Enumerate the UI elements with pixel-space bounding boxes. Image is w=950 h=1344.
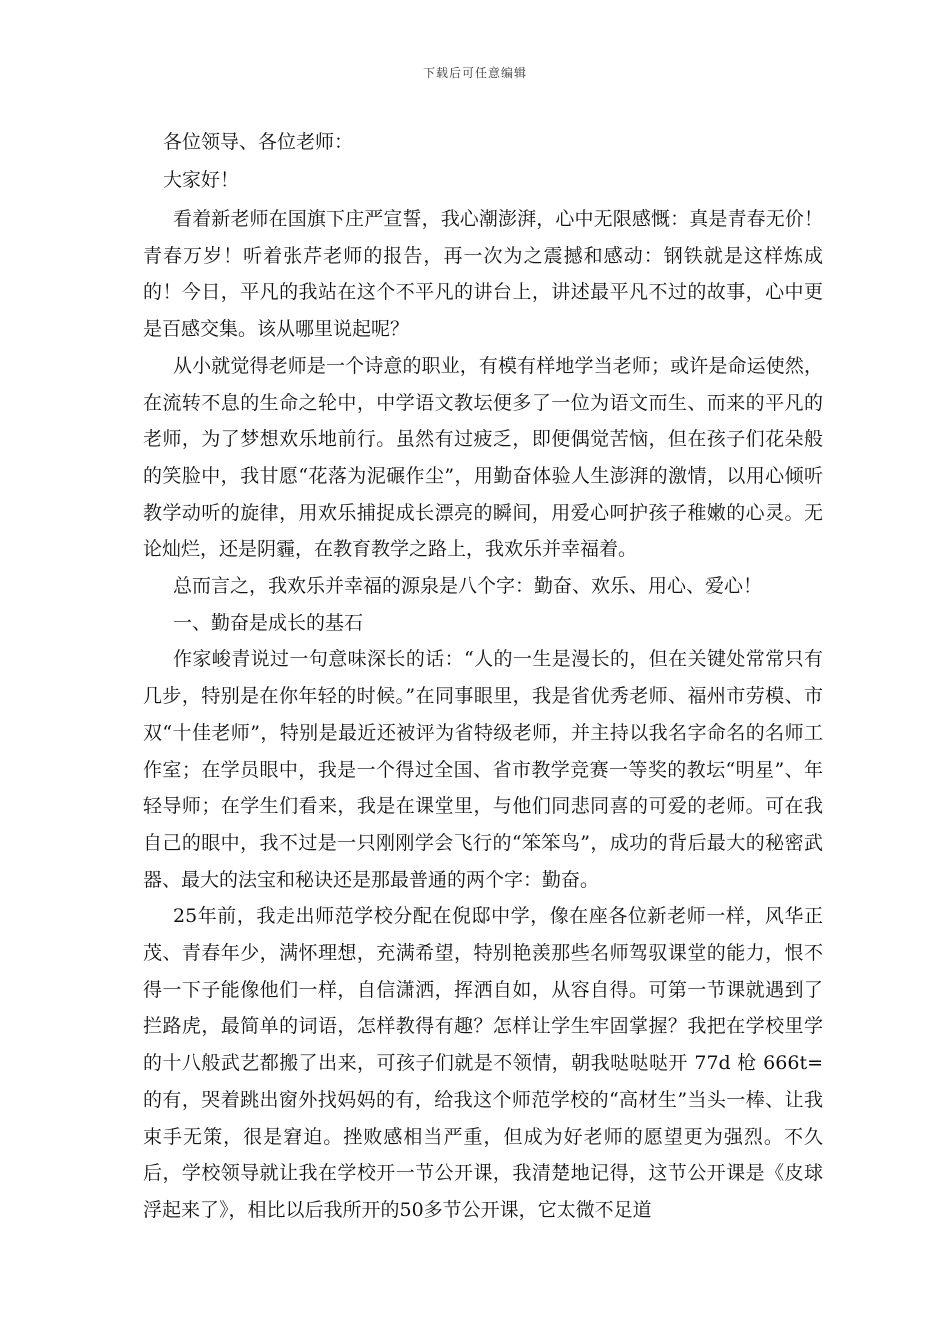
document-body (143, 123, 823, 1229)
paragraph-summary: 总而言之，我欢乐并幸福的源泉是八个字：勤奋、欢乐、用心、爱心！ (173, 575, 763, 598)
section-heading: 一、勤奋是成长的基石 (173, 611, 364, 634)
salutation: 各位领导、各位老师： (163, 131, 354, 153)
paragraph-first-lesson: 25年前，我走出师范学校分配在倪邸中学，像在座各位新老师一样，风华正茂、青春年少，满怀理想，充满希望，特别艳羡那些名师驾驭课堂的能力，恨不得一下子能像他们一样，自信潇洒，挥洒自如，从容自得。可第一节课就遇到了拦路虎，最简单的词语，怎样教得有趣？怎样让学生牢固掌握？我把在学校里学的十八般武艺都搬了出来，可孩子们就是不领情，朝我哒哒哒开 77d 枪 666t=的有，哭着跳出窗外找妈妈的有，给我这个师范学校的“高材生”当头一棒、让我束手无策，很是窘迫。挫败感相当严重，但成为好老师的愿望更为强烈。不久后，学校领导就让我在学校开一节公开课，我清楚地记得，这节公开课是《皮球浮起来了》，相比以后我所开的50多节公开课，它太微不足道 (143, 905, 823, 1221)
paragraph-intro: 看着新老师在国旗下庄严宣誓，我心潮澎湃，心中无限感慨：真是青春无价！青春万岁！听着张芹老师的报告，再一次为之震撼和感动：钢铁就是这样炼成的！今日，平凡的我站在这个不平凡的讲台上，讲述最平凡不过的故事，心中更是百感交集。该从哪里说起呢？ (143, 208, 823, 341)
page-header: 下载后可任意编辑 (422, 66, 527, 80)
paragraph-diligence: 作家峻青说过一句意味深长的话：“人的一生是漫长的，但在关键处常常只有几步，特别是在你年轻的时候。”在同事眼里，我是省优秀老师、福州市劳模、市双“十佳老师”，特别是最近还被评为省特级老师，并主持以我名字命名的名师工作室；在学员眼中，我是一个得过全国、省市教学竞赛一等奖的教坛“明星”、年轻导师；在学生们看来，我是在课堂里，与他们同悲同喜的可爱的老师。可在我自己的眼中，我不过是一只刚刚学会飞行的“笨笨鸟”，成功的背后最大的秘密武器、最大的法宝和秘诀还是那最普通的两个字：勤奋。 (143, 648, 823, 891)
greeting: 大家好！ (163, 169, 240, 191)
paragraph-career: 从小就觉得老师是一个诗意的职业，有模有样地学当老师；或许是命运使然，在流转不息的生命之轮中，中学语文教坛便多了一位为语文而生、而来的平凡的老师，为了梦想欢乐地前行。虽然有过疲乏，即便偶觉苦恼，但在孩子们花朵般的笑脸中，我甘愿“花落为泥碾作尘”，用勤奋体验人生澎湃的激情，以用心倾听教学动听的旋律，用欢乐捕捉成长漂亮的瞬间，用爱心呵护孩子稚嫩的心灵。无论灿烂，还是阴霾，在教育教学之路上，我欢乐并幸福着。 (143, 354, 823, 561)
